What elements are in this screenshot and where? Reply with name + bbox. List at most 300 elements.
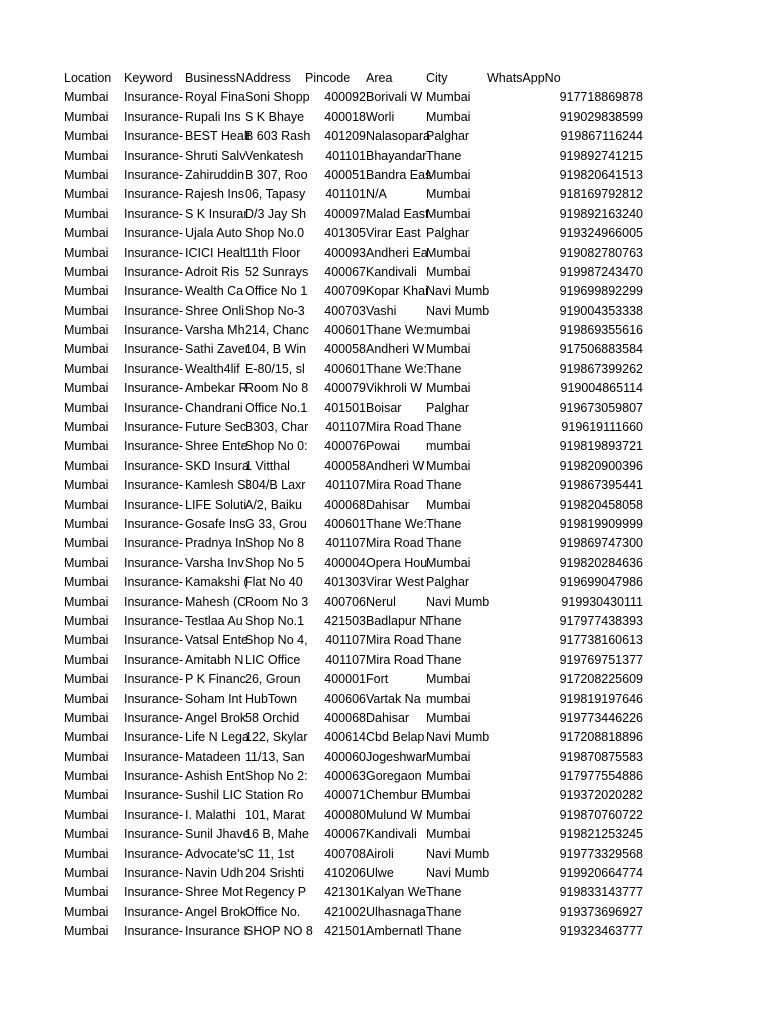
cell-pincode[interactable]: 400709 bbox=[324, 284, 366, 299]
cell-address[interactable]: E-80/15, sl bbox=[245, 361, 305, 376]
cell-address[interactable]: 1 Vitthal bbox=[245, 458, 290, 473]
cell-city[interactable]: Thane bbox=[426, 536, 462, 551]
cell-whatsapp[interactable]: 917977438393 bbox=[559, 613, 643, 628]
cell-city[interactable]: Navi Mumb bbox=[426, 284, 490, 299]
cell-location[interactable]: Mumbai bbox=[64, 846, 109, 861]
cell-location[interactable]: Mumbai bbox=[64, 342, 109, 357]
cell-business[interactable]: Matadeen bbox=[185, 749, 241, 764]
cell-pincode[interactable]: 401101 bbox=[325, 187, 366, 202]
cell-pincode[interactable]: 400071 bbox=[324, 788, 366, 803]
cell-location[interactable]: Mumbai bbox=[64, 129, 109, 144]
cell-city[interactable]: Thane bbox=[426, 633, 462, 648]
cell-city[interactable]: Mumbai bbox=[426, 458, 471, 473]
header-address[interactable]: Address bbox=[245, 71, 291, 85]
cell-area[interactable]: Malad East bbox=[366, 206, 429, 221]
cell-pincode[interactable]: 400001 bbox=[324, 672, 366, 687]
cell-whatsapp[interactable]: 919867116244 bbox=[560, 129, 643, 144]
cell-pincode[interactable]: 401209 bbox=[324, 129, 366, 144]
cell-location[interactable]: Mumbai bbox=[64, 245, 109, 260]
cell-area[interactable]: Thane We: bbox=[366, 323, 427, 338]
cell-city[interactable]: Mumbai bbox=[426, 769, 471, 784]
cell-address[interactable]: Shop No 0: bbox=[245, 439, 308, 454]
cell-address[interactable]: 06, Tapasy bbox=[245, 187, 306, 202]
cell-address[interactable]: 204 Srishti bbox=[245, 866, 305, 881]
cell-whatsapp[interactable]: 919867399262 bbox=[559, 361, 643, 376]
header-whatsapp[interactable]: WhatsAppNo bbox=[487, 71, 561, 85]
cell-location[interactable]: Mumbai bbox=[64, 730, 109, 745]
cell-area[interactable]: Opera Hou bbox=[366, 555, 428, 570]
cell-pincode[interactable]: 401303 bbox=[324, 575, 366, 590]
cell-pincode[interactable]: 400068 bbox=[324, 710, 366, 725]
cell-pincode[interactable]: 400708 bbox=[324, 846, 366, 861]
cell-address[interactable]: Regency P bbox=[245, 885, 307, 900]
header-pincode[interactable]: Pincode bbox=[305, 71, 351, 85]
cell-location[interactable]: Mumbai bbox=[64, 187, 109, 202]
cell-address[interactable]: SHOP NO 8 bbox=[245, 924, 313, 939]
header-business[interactable]: BusinessN bbox=[185, 71, 245, 85]
cell-keyword[interactable]: Insurance- bbox=[124, 245, 184, 260]
cell-area[interactable]: Mira Road bbox=[366, 633, 424, 648]
cell-location[interactable]: Mumbai bbox=[64, 420, 109, 435]
cell-address[interactable]: D/3 Jay Sh bbox=[245, 206, 307, 221]
cell-area[interactable]: Dahisar bbox=[366, 710, 410, 725]
cell-location[interactable]: Mumbai bbox=[64, 361, 109, 376]
cell-area[interactable]: Kopar Khai bbox=[366, 284, 428, 299]
cell-keyword[interactable]: Insurance- bbox=[124, 284, 184, 299]
cell-keyword[interactable]: Insurance- bbox=[124, 788, 184, 803]
cell-city[interactable]: Thane bbox=[426, 361, 462, 376]
cell-address[interactable]: 101, Marat bbox=[245, 807, 305, 822]
cell-area[interactable]: Powai bbox=[366, 439, 401, 454]
cell-business[interactable]: Life N Lega bbox=[185, 730, 249, 745]
cell-area[interactable]: Andheri W bbox=[366, 458, 425, 473]
cell-location[interactable]: Mumbai bbox=[64, 769, 109, 784]
cell-area[interactable]: Bandra Eas bbox=[366, 167, 432, 182]
header-city[interactable]: City bbox=[426, 71, 448, 85]
cell-whatsapp[interactable]: 917506883584 bbox=[559, 342, 643, 357]
cell-whatsapp[interactable]: 919820458058 bbox=[559, 497, 643, 512]
cell-city[interactable]: Navi Mumb bbox=[426, 594, 490, 609]
cell-business[interactable]: Sathi Zaver bbox=[185, 342, 249, 357]
cell-business[interactable]: Advocate's bbox=[185, 846, 246, 861]
cell-pincode[interactable]: 400614 bbox=[324, 730, 366, 745]
cell-city[interactable]: Thane bbox=[426, 885, 462, 900]
cell-pincode[interactable]: 400092 bbox=[324, 90, 366, 105]
cell-whatsapp[interactable]: 919819893721 bbox=[559, 439, 643, 454]
cell-area[interactable]: Worli bbox=[366, 109, 395, 124]
cell-whatsapp[interactable]: 919892741215 bbox=[559, 148, 643, 163]
cell-business[interactable]: Wealth Ca bbox=[185, 284, 244, 299]
cell-address[interactable]: A/2, Baiku bbox=[245, 497, 302, 512]
cell-area[interactable]: Bhayandar bbox=[366, 148, 427, 163]
cell-whatsapp[interactable]: 917977554886 bbox=[559, 769, 643, 784]
cell-city[interactable]: Thane bbox=[426, 613, 462, 628]
cell-pincode[interactable]: 410206 bbox=[324, 866, 366, 881]
cell-business[interactable]: Angel Brok bbox=[185, 904, 247, 919]
cell-whatsapp[interactable]: 919372020282 bbox=[559, 788, 643, 803]
cell-area[interactable]: Dahisar bbox=[366, 497, 410, 512]
cell-city[interactable]: Mumbai bbox=[426, 206, 471, 221]
cell-keyword[interactable]: Insurance- bbox=[124, 264, 184, 279]
cell-city[interactable]: Mumbai bbox=[426, 245, 471, 260]
cell-address[interactable]: Office No. bbox=[245, 904, 301, 919]
cell-whatsapp[interactable]: 919892163240 bbox=[559, 206, 643, 221]
cell-keyword[interactable]: Insurance- bbox=[124, 613, 184, 628]
cell-city[interactable]: Thane bbox=[426, 420, 462, 435]
cell-pincode[interactable]: 401305 bbox=[324, 226, 366, 241]
cell-business[interactable]: Navin Udh bbox=[185, 866, 244, 881]
cell-business[interactable]: Kamakshi ( bbox=[185, 575, 248, 590]
cell-pincode[interactable]: 400018 bbox=[324, 109, 366, 124]
cell-city[interactable]: Mumbai bbox=[426, 788, 471, 803]
cell-keyword[interactable]: Insurance- bbox=[124, 167, 184, 182]
cell-keyword[interactable]: Insurance- bbox=[124, 303, 184, 318]
cell-address[interactable]: 26, Groun bbox=[245, 672, 301, 687]
cell-address[interactable]: Shop No 8 bbox=[245, 536, 305, 551]
cell-business[interactable]: Shree Mot bbox=[185, 885, 243, 900]
cell-address[interactable]: 214, Chanc bbox=[245, 323, 309, 338]
cell-keyword[interactable]: Insurance- bbox=[124, 536, 184, 551]
cell-whatsapp[interactable]: 919819909999 bbox=[559, 516, 643, 531]
cell-keyword[interactable]: Insurance- bbox=[124, 90, 184, 105]
cell-address[interactable]: C 11, 1st bbox=[245, 846, 295, 861]
cell-address[interactable]: HubTown bbox=[245, 691, 298, 706]
cell-city[interactable]: Mumbai bbox=[426, 342, 471, 357]
cell-area[interactable]: Kalyan We bbox=[366, 885, 427, 900]
cell-location[interactable]: Mumbai bbox=[64, 284, 109, 299]
cell-location[interactable]: Mumbai bbox=[64, 749, 109, 764]
cell-whatsapp[interactable]: 919987243470 bbox=[559, 264, 643, 279]
cell-address[interactable]: B 307, Roo bbox=[245, 167, 308, 182]
cell-area[interactable]: Andheri W bbox=[366, 342, 425, 357]
cell-location[interactable]: Mumbai bbox=[64, 924, 109, 939]
cell-location[interactable]: Mumbai bbox=[64, 885, 109, 900]
cell-city[interactable]: Thane bbox=[426, 478, 462, 493]
cell-address[interactable]: Shop No.0 bbox=[245, 226, 305, 241]
cell-pincode[interactable]: 400601 bbox=[324, 516, 366, 531]
cell-location[interactable]: Mumbai bbox=[64, 206, 109, 221]
cell-keyword[interactable]: Insurance- bbox=[124, 478, 184, 493]
cell-location[interactable]: Mumbai bbox=[64, 439, 109, 454]
cell-keyword[interactable]: Insurance- bbox=[124, 691, 184, 706]
cell-business[interactable]: Amitabh N bbox=[185, 652, 244, 667]
cell-pincode[interactable]: 421301 bbox=[324, 885, 366, 900]
cell-business[interactable]: Pradnya In bbox=[185, 536, 246, 551]
cell-address[interactable]: Flat No 40 bbox=[245, 575, 303, 590]
cell-pincode[interactable]: 400601 bbox=[324, 323, 366, 338]
cell-whatsapp[interactable]: 919870875583 bbox=[559, 749, 643, 764]
cell-whatsapp[interactable]: 917208225609 bbox=[559, 672, 643, 687]
cell-pincode[interactable]: 400076 bbox=[324, 439, 366, 454]
cell-keyword[interactable]: Insurance- bbox=[124, 458, 184, 473]
cell-whatsapp[interactable]: 919029838599 bbox=[559, 109, 643, 124]
cell-pincode[interactable]: 400097 bbox=[324, 206, 366, 221]
cell-whatsapp[interactable]: 919769751377 bbox=[559, 652, 643, 667]
cell-whatsapp[interactable]: 919930430111 bbox=[561, 594, 643, 609]
cell-business[interactable]: Varsha Mh bbox=[185, 323, 245, 338]
cell-location[interactable]: Mumbai bbox=[64, 866, 109, 881]
cell-area[interactable]: Badlapur N bbox=[366, 613, 429, 628]
cell-city[interactable]: Navi Mumb bbox=[426, 303, 490, 318]
cell-city[interactable]: Navi Mumb bbox=[426, 866, 490, 881]
cell-business[interactable]: Sushil LIC bbox=[185, 788, 242, 803]
cell-city[interactable]: Mumbai bbox=[426, 710, 471, 725]
cell-location[interactable]: Mumbai bbox=[64, 710, 109, 725]
cell-whatsapp[interactable]: 919082780763 bbox=[559, 245, 643, 260]
cell-business[interactable]: Angel Brok bbox=[185, 710, 247, 725]
cell-location[interactable]: Mumbai bbox=[64, 904, 109, 919]
cell-whatsapp[interactable]: 919820641513 bbox=[559, 167, 643, 182]
cell-city[interactable]: Mumbai bbox=[426, 807, 471, 822]
cell-keyword[interactable]: Insurance- bbox=[124, 187, 184, 202]
cell-area[interactable]: Virar East bbox=[366, 226, 421, 241]
cell-pincode[interactable]: 400060 bbox=[324, 749, 366, 764]
cell-business[interactable]: I. Malathi bbox=[185, 807, 236, 822]
cell-location[interactable]: Mumbai bbox=[64, 478, 109, 493]
cell-pincode[interactable]: 401101 bbox=[325, 148, 366, 163]
cell-business[interactable]: Zahiruddin bbox=[185, 167, 245, 182]
cell-area[interactable]: Mulund W bbox=[366, 807, 423, 822]
cell-business[interactable]: Shree Onli bbox=[185, 303, 245, 318]
cell-area[interactable]: Mira Road bbox=[366, 478, 424, 493]
cell-location[interactable]: Mumbai bbox=[64, 807, 109, 822]
cell-whatsapp[interactable]: 919867395441 bbox=[559, 478, 643, 493]
cell-city[interactable]: mumbai bbox=[426, 323, 471, 338]
cell-keyword[interactable]: Insurance- bbox=[124, 633, 184, 648]
cell-location[interactable]: Mumbai bbox=[64, 167, 109, 182]
cell-pincode[interactable]: 400058 bbox=[324, 342, 366, 357]
cell-keyword[interactable]: Insurance- bbox=[124, 226, 184, 241]
cell-area[interactable]: Ambernatl bbox=[366, 924, 423, 939]
cell-business[interactable]: Shruti Salv bbox=[185, 148, 246, 163]
cell-area[interactable]: Jogeshwar bbox=[366, 749, 427, 764]
cell-area[interactable]: Vartak Na bbox=[366, 691, 421, 706]
cell-pincode[interactable]: 400068 bbox=[324, 497, 366, 512]
cell-whatsapp[interactable]: 919869355616 bbox=[559, 323, 643, 338]
cell-whatsapp[interactable]: 919323463777 bbox=[559, 924, 643, 939]
cell-address[interactable]: 122, Skylar bbox=[245, 730, 308, 745]
cell-city[interactable]: Thane bbox=[426, 924, 462, 939]
header-location[interactable]: Location bbox=[64, 71, 112, 85]
cell-location[interactable]: Mumbai bbox=[64, 323, 109, 338]
cell-location[interactable]: Mumbai bbox=[64, 594, 109, 609]
cell-keyword[interactable]: Insurance- bbox=[124, 807, 184, 822]
cell-city[interactable]: Mumbai bbox=[426, 827, 471, 842]
cell-whatsapp[interactable]: 919004865114 bbox=[560, 381, 643, 396]
cell-city[interactable]: Thane bbox=[426, 652, 462, 667]
cell-business[interactable]: LIFE Soluti bbox=[185, 497, 247, 512]
cell-pincode[interactable]: 421002 bbox=[324, 904, 366, 919]
cell-keyword[interactable]: Insurance- bbox=[124, 652, 184, 667]
cell-address[interactable]: 304/B Laxr bbox=[245, 478, 306, 493]
cell-location[interactable]: Mumbai bbox=[64, 691, 109, 706]
cell-keyword[interactable]: Insurance- bbox=[124, 323, 184, 338]
cell-address[interactable]: Room No 8 bbox=[245, 381, 309, 396]
cell-business[interactable]: Shree Ente bbox=[185, 439, 248, 454]
cell-location[interactable]: Mumbai bbox=[64, 575, 109, 590]
cell-location[interactable]: Mumbai bbox=[64, 381, 109, 396]
cell-address[interactable]: Shop No 2: bbox=[245, 769, 308, 784]
cell-city[interactable]: Palghar bbox=[426, 226, 470, 241]
cell-business[interactable]: ICICI Healt bbox=[185, 245, 247, 260]
cell-business[interactable]: Mahesh (C bbox=[185, 594, 247, 609]
cell-whatsapp[interactable]: 917738160613 bbox=[559, 633, 643, 648]
cell-pincode[interactable]: 400703 bbox=[324, 303, 366, 318]
cell-pincode[interactable]: 400706 bbox=[324, 594, 366, 609]
cell-keyword[interactable]: Insurance- bbox=[124, 827, 184, 842]
cell-location[interactable]: Mumbai bbox=[64, 497, 109, 512]
cell-area[interactable]: N/A bbox=[366, 187, 387, 202]
cell-whatsapp[interactable]: 919819197646 bbox=[559, 691, 643, 706]
cell-location[interactable]: Mumbai bbox=[64, 613, 109, 628]
cell-keyword[interactable]: Insurance- bbox=[124, 749, 184, 764]
cell-pincode[interactable]: 400063 bbox=[324, 769, 366, 784]
cell-keyword[interactable]: Insurance- bbox=[124, 206, 184, 221]
cell-area[interactable]: Kandivali bbox=[366, 264, 417, 279]
cell-area[interactable]: Mira Road bbox=[366, 536, 424, 551]
cell-business[interactable]: Varsha Inv bbox=[185, 555, 244, 570]
cell-pincode[interactable]: 400051 bbox=[324, 167, 366, 182]
cell-location[interactable]: Mumbai bbox=[64, 458, 109, 473]
cell-area[interactable]: Cbd Belap bbox=[366, 730, 425, 745]
cell-pincode[interactable]: 400067 bbox=[324, 264, 366, 279]
cell-keyword[interactable]: Insurance- bbox=[124, 109, 184, 124]
cell-whatsapp[interactable]: 919773446226 bbox=[559, 710, 643, 725]
cell-business[interactable]: Ambekar R bbox=[185, 381, 248, 396]
cell-city[interactable]: mumbai bbox=[426, 439, 471, 454]
cell-area[interactable]: Andheri Ea bbox=[366, 245, 428, 260]
cell-location[interactable]: Mumbai bbox=[64, 109, 109, 124]
cell-area[interactable]: Ulhasnaga bbox=[366, 904, 426, 919]
cell-keyword[interactable]: Insurance- bbox=[124, 866, 184, 881]
cell-address[interactable]: Shop No-3 bbox=[245, 303, 305, 318]
cell-city[interactable]: Mumbai bbox=[426, 381, 471, 396]
cell-whatsapp[interactable]: 919820900396 bbox=[559, 458, 643, 473]
cell-address[interactable]: B303, Char bbox=[245, 420, 309, 435]
cell-keyword[interactable]: Insurance- bbox=[124, 594, 184, 609]
cell-business[interactable]: Kamlesh Sl bbox=[185, 478, 249, 493]
cell-whatsapp[interactable]: 919820284636 bbox=[559, 555, 643, 570]
cell-address[interactable]: S K Bhaye bbox=[245, 109, 305, 124]
cell-keyword[interactable]: Insurance- bbox=[124, 710, 184, 725]
cell-whatsapp[interactable]: 919821253245 bbox=[559, 827, 643, 842]
cell-area[interactable]: Virar West bbox=[366, 575, 424, 590]
cell-area[interactable]: Borivali W bbox=[366, 90, 423, 105]
cell-location[interactable]: Mumbai bbox=[64, 90, 109, 105]
cell-business[interactable]: Adroit Ris bbox=[185, 264, 240, 279]
cell-business[interactable]: BEST Healt bbox=[185, 129, 251, 144]
cell-address[interactable]: Shop No 4, bbox=[245, 633, 308, 648]
cell-location[interactable]: Mumbai bbox=[64, 264, 109, 279]
cell-whatsapp[interactable]: 918169792812 bbox=[559, 187, 643, 202]
cell-whatsapp[interactable]: 919869747300 bbox=[559, 536, 643, 551]
header-keyword[interactable]: Keyword bbox=[124, 71, 173, 85]
cell-address[interactable]: Office No.1 bbox=[245, 400, 308, 415]
cell-city[interactable]: Palghar bbox=[426, 575, 470, 590]
cell-location[interactable]: Mumbai bbox=[64, 303, 109, 318]
cell-city[interactable]: Mumbai bbox=[426, 167, 471, 182]
cell-address[interactable]: Soni Shopp bbox=[245, 90, 310, 105]
cell-pincode[interactable]: 401501 bbox=[324, 400, 366, 415]
cell-area[interactable]: Thane We: bbox=[366, 516, 427, 531]
cell-whatsapp[interactable]: 919699047986 bbox=[559, 575, 643, 590]
cell-whatsapp[interactable]: 919833143777 bbox=[559, 885, 643, 900]
cell-keyword[interactable]: Insurance- bbox=[124, 904, 184, 919]
cell-location[interactable]: Mumbai bbox=[64, 536, 109, 551]
cell-pincode[interactable]: 400601 bbox=[324, 361, 366, 376]
cell-area[interactable]: Ulwe bbox=[366, 866, 394, 881]
cell-keyword[interactable]: Insurance- bbox=[124, 924, 184, 939]
cell-pincode[interactable]: 400079 bbox=[324, 381, 366, 396]
cell-city[interactable]: Navi Mumb bbox=[426, 846, 490, 861]
cell-address[interactable]: 52 Sunrays bbox=[245, 264, 309, 279]
cell-keyword[interactable]: Insurance- bbox=[124, 672, 184, 687]
cell-area[interactable]: Mira Road bbox=[366, 420, 424, 435]
cell-location[interactable]: Mumbai bbox=[64, 652, 109, 667]
cell-whatsapp[interactable]: 919870760722 bbox=[559, 807, 643, 822]
cell-address[interactable]: 11th Floor bbox=[245, 245, 301, 260]
cell-business[interactable]: Future Sec bbox=[185, 420, 247, 435]
cell-city[interactable]: Mumbai bbox=[426, 264, 471, 279]
cell-city[interactable]: Mumbai bbox=[426, 109, 471, 124]
cell-location[interactable]: Mumbai bbox=[64, 788, 109, 803]
cell-keyword[interactable]: Insurance- bbox=[124, 516, 184, 531]
cell-address[interactable]: Station Ro bbox=[245, 788, 304, 803]
cell-address[interactable]: Shop No 5 bbox=[245, 555, 305, 570]
cell-business[interactable]: Ashish Ent bbox=[185, 769, 245, 784]
cell-whatsapp[interactable]: 919699892299 bbox=[559, 284, 643, 299]
cell-location[interactable]: Mumbai bbox=[64, 148, 109, 163]
cell-keyword[interactable]: Insurance- bbox=[124, 885, 184, 900]
cell-keyword[interactable]: Insurance- bbox=[124, 381, 184, 396]
cell-pincode[interactable]: 401107 bbox=[325, 478, 366, 493]
cell-pincode[interactable]: 400606 bbox=[324, 691, 366, 706]
cell-business[interactable]: Soham Int bbox=[185, 691, 242, 706]
cell-address[interactable]: 58 Orchid bbox=[245, 710, 300, 725]
cell-keyword[interactable]: Insurance- bbox=[124, 148, 184, 163]
cell-keyword[interactable]: Insurance- bbox=[124, 846, 184, 861]
cell-business[interactable]: Ujala Auto bbox=[185, 226, 242, 241]
cell-pincode[interactable]: 400093 bbox=[324, 245, 366, 260]
cell-area[interactable]: Vikhroli W bbox=[366, 381, 423, 396]
cell-area[interactable]: Fort bbox=[366, 672, 389, 687]
cell-address[interactable]: Shop No.1 bbox=[245, 613, 305, 628]
cell-business[interactable]: Gosafe Ins bbox=[185, 516, 246, 531]
cell-keyword[interactable]: Insurance- bbox=[124, 497, 184, 512]
cell-address[interactable]: G 33, Grou bbox=[245, 516, 307, 531]
cell-keyword[interactable]: Insurance- bbox=[124, 420, 184, 435]
cell-whatsapp[interactable]: 919373696927 bbox=[559, 904, 643, 919]
cell-location[interactable]: Mumbai bbox=[64, 400, 109, 415]
cell-address[interactable]: 11/13, San bbox=[245, 749, 305, 764]
cell-city[interactable]: Mumbai bbox=[426, 90, 471, 105]
cell-keyword[interactable]: Insurance- bbox=[124, 342, 184, 357]
cell-keyword[interactable]: Insurance- bbox=[124, 129, 184, 144]
cell-business[interactable]: Testlaa Au bbox=[185, 613, 243, 628]
cell-location[interactable]: Mumbai bbox=[64, 226, 109, 241]
cell-business[interactable]: Rajesh Ins bbox=[185, 187, 245, 202]
cell-address[interactable]: Office No 1 bbox=[245, 284, 308, 299]
cell-whatsapp[interactable]: 919324966005 bbox=[559, 226, 643, 241]
cell-pincode[interactable]: 421501 bbox=[324, 924, 366, 939]
cell-whatsapp[interactable]: 919920664774 bbox=[559, 866, 643, 881]
header-area[interactable]: Area bbox=[366, 71, 393, 85]
cell-area[interactable]: Nerul bbox=[366, 594, 396, 609]
cell-pincode[interactable]: 400058 bbox=[324, 458, 366, 473]
cell-whatsapp[interactable]: 919773329568 bbox=[559, 846, 643, 861]
cell-location[interactable]: Mumbai bbox=[64, 672, 109, 687]
cell-area[interactable]: Vashi bbox=[366, 303, 397, 318]
